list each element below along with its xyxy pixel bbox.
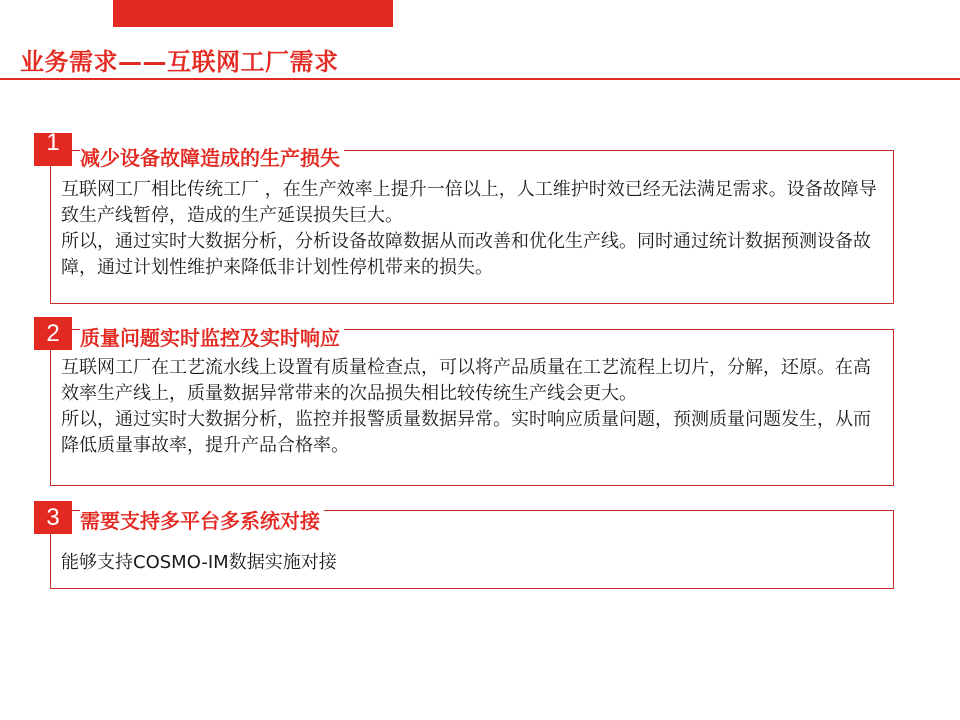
title-divider — [0, 78, 960, 80]
section-1-body — [61, 177, 881, 281]
section-1-number-badge: 1 — [34, 133, 72, 166]
section-2-heading: 质量问题实时监控及实时响应 — [80, 322, 344, 351]
section-2-body — [61, 355, 881, 459]
section-1-paragraph-1: 互联网工厂相比传统工厂 ，在生产效率上提升一倍以上，人工维护时效已经无法满足需求。设备故障导致生产线暂停，造成的生产延误损失巨大。 — [61, 179, 877, 226]
section-2-paragraph-1: 互联网工厂在工艺流水线上设置有质量检查点，可以将产品质量在工艺流程上切片，分解，还原。在高效率生产线上，质量数据异常带来的次品损失相比较传统生产线会更大。 — [61, 357, 871, 404]
section-1-heading: 减少设备故障造成的生产损失 — [80, 142, 344, 171]
slide-title: 业务需求——互联网工厂需求 — [20, 48, 339, 76]
section-3-body — [61, 550, 881, 576]
section-2-paragraph-2: 所以，通过实时大数据分析，监控并报警质量数据异常。实时响应质量问题，预测质量问题发生，从而降低质量事故率，提升产品合格率。 — [61, 409, 871, 456]
section-3-paragraph-1: 能够支持COSMO-IM数据实施对接 — [61, 552, 337, 573]
section-3-number-badge: 3 — [34, 501, 72, 534]
section-1-paragraph-2: 所以，通过实时大数据分析，分析设备故障数据从而改善和优化生产线。同时通过统计数据预测设备故障，通过计划性维护来降低非计划性停机带来的损失。 — [61, 231, 871, 278]
section-3-heading: 需要支持多平台多系统对接 — [80, 505, 324, 534]
top-accent-bar — [113, 0, 393, 27]
section-2-number-badge: 2 — [34, 317, 72, 350]
